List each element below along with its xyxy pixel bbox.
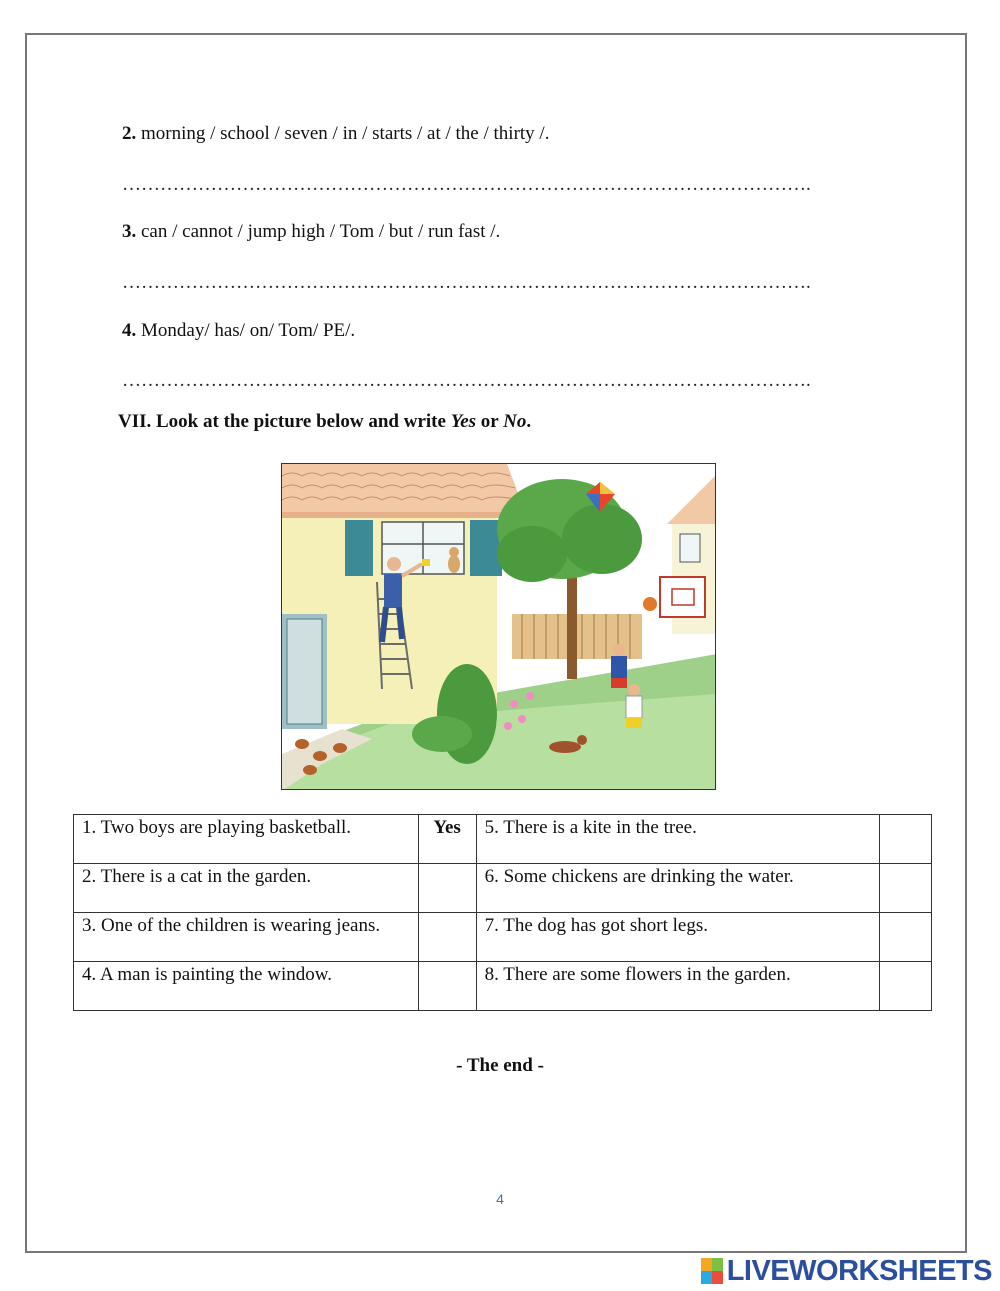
statement-cell: 4. A man is painting the window. <box>74 962 419 1011</box>
answer-cell[interactable] <box>880 815 932 864</box>
answer-cell[interactable] <box>418 864 476 913</box>
answer-cell[interactable]: Yes <box>418 815 476 864</box>
answer-line-4[interactable]: ………………………………………………………………………………………………. <box>122 370 811 391</box>
statement-cell: 5. There is a kite in the tree. <box>476 815 879 864</box>
liveworksheets-icon <box>701 1258 723 1284</box>
statement-cell: 8. There are some flowers in the garden. <box>476 962 879 1011</box>
answer-cell[interactable] <box>418 913 476 962</box>
answer-cell[interactable] <box>418 962 476 1011</box>
section-7-title: VII. Look at the picture below and write Yes or No. <box>118 411 532 432</box>
table-row <box>74 913 932 962</box>
table-row <box>74 962 932 1011</box>
table-row <box>74 864 932 913</box>
garden-scene-picture <box>281 463 716 790</box>
answer-line-3[interactable]: ………………………………………………………………………………………………. <box>122 272 811 293</box>
answer-cell[interactable] <box>880 913 932 962</box>
answer-cell[interactable] <box>880 864 932 913</box>
statement-cell: 3. One of the children is wearing jeans. <box>74 913 419 962</box>
statement-cell: 1. Two boys are playing basketball. <box>74 815 419 864</box>
table-row <box>74 815 932 864</box>
liveworksheets-logo <box>701 1254 992 1288</box>
answer-line-2[interactable]: ………………………………………………………………………………………………. <box>122 174 811 195</box>
statement-cell: 2. There is a cat in the garden. <box>74 864 419 913</box>
page-number: 4 <box>496 1191 504 1207</box>
the-end-text: - The end - <box>456 1055 544 1076</box>
garden-scene-illustration <box>282 464 716 790</box>
statement-cell: 6. Some chickens are drinking the water. <box>476 864 879 913</box>
brand-text: LIVEWORKSHEETS <box>726 1254 992 1287</box>
question-4: 4. Monday/ has/ on/ Tom/ PE/. <box>122 320 356 341</box>
question-2: 2. morning / school / seven / in / starts / at / the / thirty /. <box>122 123 550 144</box>
question-3: 3. can / cannot / jump high / Tom / but / run fast /. <box>122 221 501 242</box>
statement-cell: 7. The dog has got short legs. <box>476 913 879 962</box>
answer-cell[interactable] <box>880 962 932 1011</box>
yes-no-table <box>73 814 932 1011</box>
